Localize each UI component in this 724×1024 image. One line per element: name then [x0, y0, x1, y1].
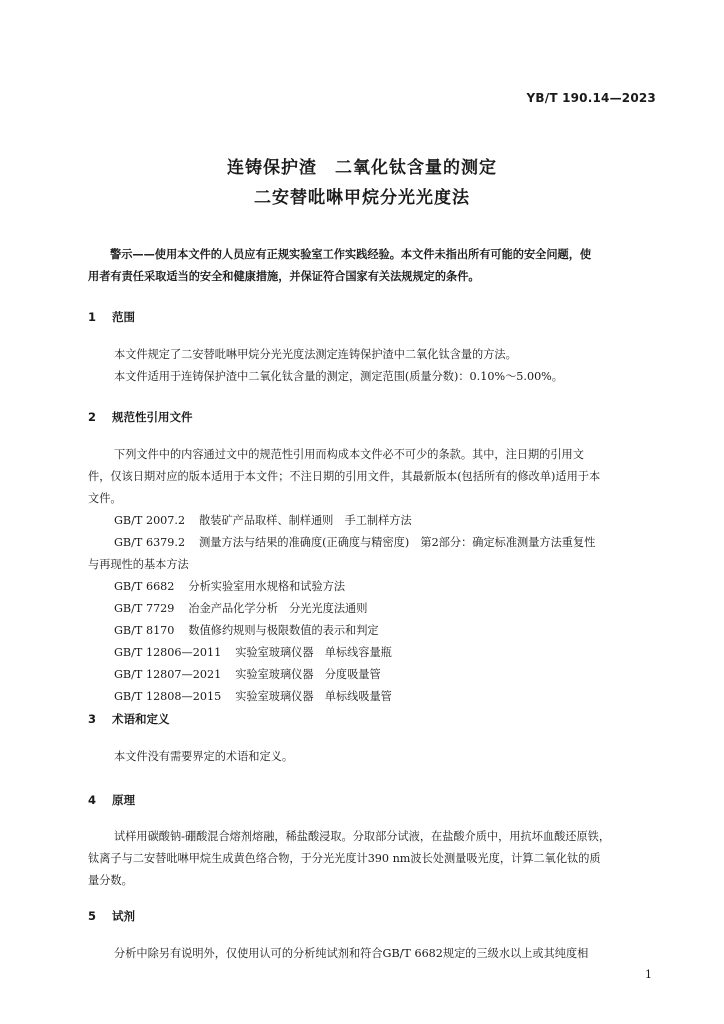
- paragraph-line: 试样用碳酸钠-硼酸混合熔剂熔融，稀盐酸浸取。分取部分试液，在盐酸介质中，用抗坏血酸还原铁，: [114, 830, 611, 843]
- reference-code: GB/T 7729: [114, 602, 175, 615]
- section-1-heading: [88, 309, 135, 325]
- reference-item: [88, 510, 660, 532]
- section-title: 术语和定义: [112, 712, 170, 726]
- reference-title: 数值修约规则与极限数值的表示和判定: [188, 624, 379, 637]
- section-1-paragraph-2: [88, 366, 660, 388]
- section-number: 2: [88, 410, 97, 424]
- section-number: 5: [88, 909, 97, 923]
- warning-note: [88, 244, 660, 288]
- title-line-1: 连铸保护渣 二氧化钛含量的测定: [227, 158, 497, 178]
- reference-title: 测量方法与结果的准确度(正确度与精密度) 第2部分：确定标准测量方法重复性: [199, 536, 596, 549]
- title-line-2: 二安替吡啉甲烷分光光度法: [254, 188, 470, 208]
- section-2-intro: [88, 444, 660, 510]
- section-title: 试剂: [112, 909, 135, 923]
- paragraph-line: 本文件适用于连铸保护渣中二氧化钛含量的测定，测定范围(质量分数)：0.10%～5.00%。: [114, 370, 563, 383]
- section-5-paragraph: [88, 943, 660, 965]
- reference-code: GB/T 6379.2: [114, 536, 186, 549]
- section-5-heading: [88, 908, 135, 924]
- section-number: 1: [88, 310, 97, 324]
- section-3-heading: [88, 711, 170, 727]
- section-number: 4: [88, 793, 97, 807]
- paragraph-line: 分析中除另有说明外，仅使用认可的分析纯试剂和符合GB/T 6682规定的三级水以上或其纯度相: [114, 947, 589, 960]
- section-1-paragraph-1: [88, 344, 660, 366]
- section-title: 规范性引用文件: [112, 410, 193, 424]
- document-code: YB/T 190.14—2023: [526, 91, 656, 105]
- section-3-paragraph: [88, 746, 660, 768]
- paragraph-line: 本文件规定了二安替吡啉甲烷分光光度法测定连铸保护渣中二氧化钛含量的方法。: [114, 348, 517, 361]
- reference-title: 实验室玻璃仪器 分度吸量管: [235, 668, 381, 681]
- reference-code: GB/T 2007.2: [114, 514, 186, 527]
- paragraph-line: 下列文件中的内容通过文中的规范性引用而构成本文件必不可少的条款。其中，注日期的引用文: [114, 448, 584, 461]
- reference-item: [88, 532, 660, 576]
- warning-line-1: 警示——使用本文件的人员应有正规实验室工作实践经验。本文件未指出所有可能的安全问题，使: [110, 248, 592, 261]
- section-2-heading: [88, 409, 193, 425]
- section-number: 3: [88, 712, 97, 726]
- section-title: 范围: [112, 310, 135, 324]
- section-title: 原理: [112, 793, 135, 807]
- reference-title: 冶金产品化学分析 分光光度法通则: [188, 602, 368, 615]
- paragraph-line: 量分数。: [88, 874, 133, 887]
- section-4-heading: [88, 792, 135, 808]
- reference-code: GB/T 12806—2011: [114, 646, 222, 659]
- paragraph-line: 文件。: [88, 492, 122, 505]
- reference-item: [88, 598, 660, 620]
- reference-item: [88, 664, 660, 686]
- reference-item: [88, 620, 660, 642]
- reference-title: 实验室玻璃仪器 单标线吸量管: [235, 690, 392, 703]
- warning-line-2: 用者有责任采取适当的安全和健康措施，并保证符合国家有关法规规定的条件。: [88, 270, 480, 283]
- reference-code: GB/T 8170: [114, 624, 175, 637]
- paragraph-line: 本文件没有需要界定的术语和定义。: [114, 750, 294, 763]
- reference-title: 分析实验室用水规格和试验方法: [188, 580, 346, 593]
- reference-title: 实验室玻璃仪器 单标线容量瓶: [235, 646, 392, 659]
- reference-item: [88, 686, 660, 708]
- paragraph-line: 钛离子与二安替吡啉甲烷生成黄色络合物，于分光光度计390 nm波长处测量吸光度，计算二氧化钛的质: [88, 852, 601, 865]
- reference-code: GB/T 12808—2015: [114, 690, 222, 703]
- reference-item: [88, 642, 660, 664]
- reference-code: GB/T 6682: [114, 580, 175, 593]
- section-4-paragraph: [88, 826, 660, 892]
- paragraph-line: 件，仅该日期对应的版本适用于本文件；不注日期的引用文件，其最新版本(包括所有的修改单)适用于本: [88, 470, 601, 483]
- reference-code: GB/T 12807—2021: [114, 668, 222, 681]
- page-number: 1: [645, 968, 652, 981]
- reference-title: 散装矿产品取样、制样通则 手工制样方法: [199, 514, 412, 527]
- reference-title-continuation: 与再现性的基本方法: [88, 558, 189, 571]
- reference-item: [88, 576, 660, 598]
